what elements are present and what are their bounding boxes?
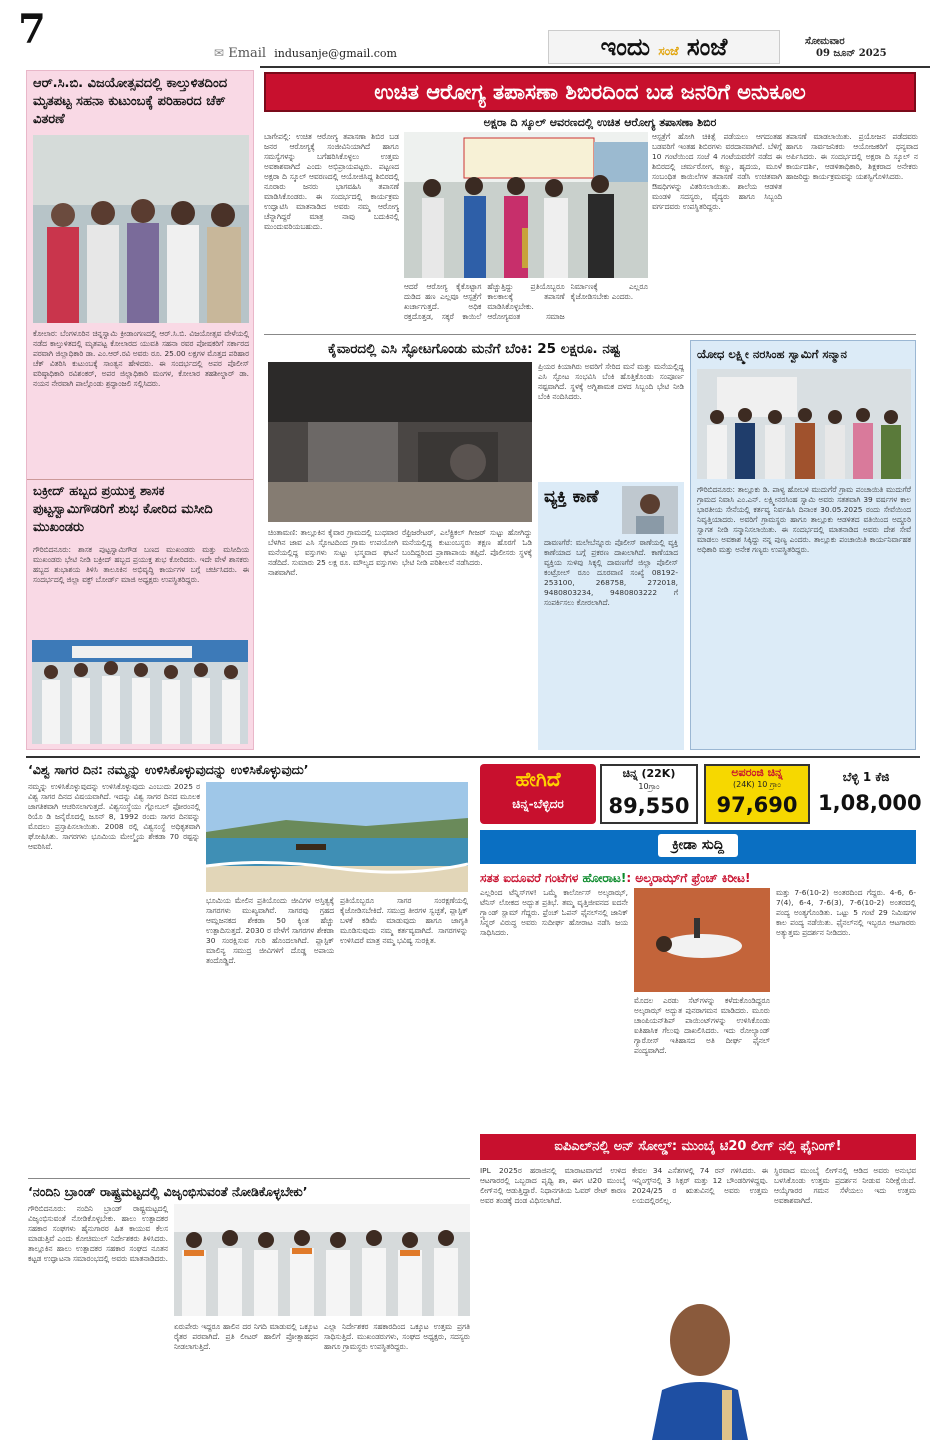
sports-story1-headline-a: ಸತತ ಐದೂವರೆ ಗಂಟೆಗಳ (480, 871, 583, 885)
story2-photo-visible (32, 640, 248, 744)
silver-price: 1,08,000 (818, 791, 922, 815)
tennis-player-image (634, 888, 770, 992)
silver-title: ಬೆಳ್ಳಿ 1 ಕೆಜಿ (842, 770, 890, 784)
missing-person-photo (622, 486, 678, 534)
sports-story2-body-mid: ಕೇವಲ 34 ಎಸೆತಗಳಲ್ಲಿ 74 ರನ್ ಗಳಿಸಿದರು. ಈ ಇನ್ನಿಂಗ್ಸ್‌ನಲ್ಲಿ 3 ಸಿಕ್ಸರ್ ಮತ್ತು 12 ಬೌಂಡರಿಗಳಿದ್ದವು. 2024/25 ರ ಋತುವಿನಲ್ಲಿ ಅವರು ಉತ್ತಮ ಲಯದಲ್ಲಿರಲಿಲ್ಲ. (632, 1166, 768, 1205)
fire-body-bottom-mid: ರೆಫ್ರಿಜರೇಟರ್, ಎಲೆಕ್ಟ್ರಿಕಲ್ ಗೀಜರ್ ಸುಟ್ಟು ಹೋಗಿದ್ದು ಮನೆಯಲ್ಲಿದ್ದ ಕುಟುಂಬಸ್ಥರು ತಕ್ಷಣ ಹೊರಗೆ ಓಡಿ ಬಂದಿದ್ದರಿಂದ ಪ್ರಾಣಾಪಾಯ ತಪ್ಪಿದೆ. ಪೊಲೀಸರು ಸ್ಥಳಕ್ಕೆ ಭೇಟಿ ನೀಡಿ ಪರಿಶೀಲನೆ ನಡೆಸಿದರು. (402, 528, 532, 567)
gold-label-bottom: ಚಿನ್ನ-ಬೆಳ್ಳಿದರ (512, 797, 564, 811)
officials-handover-image (33, 135, 249, 323)
story2-body: ಗೌರಿಬಿದನೂರು: ಶಾಸಕ ಪುಟ್ಟಸ್ವಾಮಿಗೌಡ ಬಣದ ಮುಖಂಡರು ಮತ್ತು ಮಸೀದಿಯ ಮುಖಂಡರು ಭೇಟಿ ನೀಡಿ ಬಕ್ರೀದ್ ಹಬ್ಬದ ಪ್ರಯುಕ್ತ ಶುಭ ಕೋರಿದರು. ಇದೇ ವೇಳೆ ಶಾಸಕರು ಹಬ್ಬದ ಶುಭಾಶಯ ತಿಳಿಸಿ ತಾಲೂಕಿನ ಅಭಿವೃದ್ಧಿ ಕಾರ್ಯಗಳ ಬಗ್ಗೆ ಚರ್ಚಿಸಿದರು. ಈ ಸಂದರ್ಭದಲ್ಲಿ ಜಿಲ್ಲಾ ವಕ್ಫ್ ಬೋರ್ಡ್ ಮಾಜಿ ಅಧ್ಯಕ್ಷರು ಉಪಸ್ಥಿತರಿದ್ದರು. (33, 545, 249, 584)
logo-mid-text: ಸಂಜೆ (658, 44, 679, 58)
nandini-body-mid: ಏರುಪೇರು ಇದ್ದರೂ ಹಾಲಿನ ದರ ನಿಗದಿ ಮಾಡುವಲ್ಲಿ ಒಕ್ಕೂಟ ರೈತರ ಪರವಾಗಿದೆ. ಪ್ರತಿ ಲೀಟರ್ ಹಾಲಿಗೆ ಪ್ರೋತ್ಸಾಹಧನ ನೀಡಲಾಗುತ್ತಿದೆ. (174, 1322, 318, 1351)
health-camp-image (404, 132, 648, 278)
silver-box (816, 764, 922, 824)
sports-story1-headline-b: ಹೋರಾಟ! (582, 871, 627, 885)
sports-story1-headline-c: : ಅಲ್ಕರಾಝ್‌ಗೆ ಫ್ರೆಂಚ್ ಕಿರೀಟ! (626, 871, 751, 885)
story2-headline: ಬಕ್ರೀದ್ ಹಬ್ಬದ ಪ್ರಯುಕ್ತ ಶಾಸಕ ಪುಟ್ಟಸ್ವಾಮಿಗೌಡರಿಗೆ ಶುಭ ಕೋರಿದ ಮಸೀದಿ ಮುಖಂಡರು (33, 484, 213, 535)
gold24-title: ಅಪರಂಜಿ ಚಿನ್ನ (731, 766, 783, 779)
sports-story2-banner (480, 1134, 916, 1160)
sports-story1-body-right: ಮತ್ತು 7-6(10-2) ಅಂತರದಿಂದ ಗೆದ್ದರು. 4-6, 6-7(4), 6-4, 7-6(3), 7-6(10-2) ಅಂತರದಲ್ಲಿ ಪಂದ್ಯ ಅಂತ್ಯಗೊಂಡಿತು. ಒಟ್ಟು 5 ಗಂಟೆ 29 ನಿಮಿಷಗಳ ಕಾಲ ಪಂದ್ಯ ನಡೆಯಿತು. ಫೈನಲ್‌ನಲ್ಲಿ ಇಬ್ಬರೂ ಆಟಗಾರರು ಅತ್ಯುತ್ತಮ ಪ್ರದರ್ಶನ ನೀಡಿದರು. (776, 888, 916, 937)
ocean-photo (206, 782, 468, 892)
main-body-far-right: ತಪಾಸಣೆ ಮಾಡಲಾಯಿತು. ಪ್ರಯೋಜನ ಪಡೆದವರು ಹಾಗೂ ಸಾರ್ವಜನಿಕರು ಆಯೋಜಕರಿಗೆ ಧನ್ಯವಾದ ಅರ್ಪಿಸಿದರು. ಈ ಸಂದರ್ಭದಲ್ಲಿ ಅಕ್ಷರಾ ದಿ ಸ್ಕೂಲ್ ನ ಕಾರ್ಯದರ್ಶಿ, ಆಡಳಿತಾಧಿಕಾರಿ, ಶಿಕ್ಷಕರಾದ ಅನೇಕರು ಹಾಜರಿದ್ದು ಕಾರ್ಯಕ್ರಮವನ್ನು ಯಶಸ್ವಿಗೊಳಿಸಿದರು. (786, 132, 918, 181)
sports-story1-body-left: ಎಲ್ಲರಿಂದ ಟೆನ್ನಿಸ್‌ಗಳ! ಒಮ್ಮೆ ಕಾರ್ಲೋಸ್ ಅಲ್ಕರಾಝ್, ಟೆನಿಸ್ ಲೋಕದ ಅದ್ಭುತ ಪ್ರತಿಭೆ. ತಮ್ಮ ವೃತ್ತಿಜೀವನದ ಐದನೇ ಗ್ರ್ಯಾಂಡ್ ಸ್ಲಾಮ್ ಗೆದ್ದರು. ಫ್ರೆಂಚ್ ಓಪನ್ ಫೈನಲ್‌ನಲ್ಲಿ ಜಾನಿಕ್ ಸಿನ್ನರ್ ವಿರುದ್ಧ ಅವರು ಸುದೀರ್ಘ ಹೋರಾಟ ನಡೆಸಿ ಜಯ ಸಾಧಿಸಿದರು. (480, 888, 628, 937)
gold-label-box (480, 764, 596, 824)
header-date: 09 ಜೂನ್ 2025 (816, 48, 887, 59)
nandini-photo (174, 1204, 470, 1316)
missing-person-box (538, 482, 684, 750)
logo-right-text: ಸಂಜೆ (686, 33, 728, 61)
story1-body: ಕೋಲಾರ: ಬೆಂಗಳೂರಿನ ಚಿನ್ನಸ್ವಾಮಿ ಕ್ರೀಡಾಂಗಣದಲ್ಲಿ ಆರ್.ಸಿ.ಬಿ. ವಿಜಯೋತ್ಸವ ವೇಳೆಯಲ್ಲಿ ನಡೆದ ಕಾಲ್ತುಳಿತದಲ್ಲಿ ಮೃತಪಟ್ಟ ಕೋಲಾರದ ಯುವತಿ ಸಹನಾ ರವರ ಪೋಷಕರಿಗೆ ಸರ್ಕಾರದ ಪರವಾಗಿ ಜಿಲ್ಲಾಧಿಕಾರಿ ಡಾ. ಎಂ.ಆರ್.ರವಿ ಅವರು ರೂ. 25.00 ಲಕ್ಷಗಳ ಮೊತ್ತದ ಪರಿಹಾರ ಚೆಕ್ ವಿತರಿಸಿ ಕುಟುಂಬಕ್ಕೆ ಸಾಂತ್ವನ ಹೇಳಿದರು. ಈ ಸಂದರ್ಭದಲ್ಲಿ ಅಪರ ಪೊಲೀಸ್ ವರಿಷ್ಠಾಧಿಕಾರಿ ರವಿಶಂಕರ್, ಅಪರ ಜಿಲ್ಲಾಧಿಕಾರಿ ಮಂಗಳ, ಕೋಲಾರ ತಹಶೀಲ್ದಾರ್ ಡಾ. ನಯನ ನೇರವಾಗಿ ಪಾಲ್ಗೊಂಡು ಶ್ರದ್ಧಾಂಜಲಿ ಸಲ್ಲಿಸಿದರು. (33, 329, 249, 388)
page-number: 7 (18, 6, 46, 53)
sports-story1-body-mid: ಮೊದಲ ಎರಡು ಸೆಟ್‌ಗಳನ್ನು ಕಳೆದುಕೊಂಡಿದ್ದರೂ ಅಲ್ಕರಾಝ್ ಅದ್ಭುತ ಪುನರಾಗಮನ ಮಾಡಿದರು. ಮೂರು ಚಾಂಪಿಯನ್‌ಶಿಪ್ ಪಾಯಿಂಟ್‌ಗಳನ್ನು ಉಳಿಸಿಕೊಂಡು ಐತಿಹಾಸಿಕ ಗೆಲುವು ದಾಖಲಿಸಿದರು. ಇದು ರೋಲ್ಯಾಂಡ್ ಗ್ಯಾರೋಸ್ ಇತಿಹಾಸದ ಅತಿ ದೀರ್ಘ ಫೈನಲ್ ಪಂದ್ಯವಾಗಿದೆ. (634, 996, 770, 1055)
cricketer-image (632, 1290, 768, 1440)
yodha-headline: ಯೋಧ ಲಕ್ಷ್ಮೀ ನರಸಿಂಹ ಸ್ವಾಮಿಗೆ ಸನ್ಮಾನ (697, 347, 847, 361)
sports-story1-headline (480, 870, 916, 886)
ocean-bottom-rule (28, 1178, 470, 1179)
gold22-title: ಚಿನ್ನ (22K) (622, 767, 676, 780)
yodha-body: ಗೌರಿಬಿದನೂರು: ತಾಲ್ಲೂಕು ಡಿ. ಪಾಳ್ಯ ಹೋಬಳಿ ಮುದುಗೆರೆ ಗ್ರಾಮ ಪಂಚಾಯಿತಿ ಮುದುಗೆರೆ ಗ್ರಾಮದ ನಿವಾಸಿ ಎಂ.ಎನ್. ಲಕ್ಷ್ಮೀನರಸಿಂಹ ಸ್ವಾಮಿ ಅವರು ಸತತವಾಗಿ 39 ವರ್ಷಗಳ ಕಾಲ ಭಾರತೀಯ ಸೇನೆಯಲ್ಲಿ ಕರ್ತವ್ಯ ನಿರ್ವಹಿಸಿ ದಿನಾಂಕ 30.05.2025 ರಂದು ಸೇವೆಯಿಂದ ನಿವೃತ್ತಿಯಾದರು. ಅವರಿಗೆ ಗ್ರಾಮಸ್ಥರು ಹಾಗೂ ತಾಲ್ಲೂಕು ಆಡಳಿತದ ವತಿಯಿಂದ ಅದ್ದೂರಿ ಸ್ವಾಗತ ನೀಡಿ ಸನ್ಮಾನಿಸಲಾಯಿತು. ಈ ಸಂದರ್ಭದಲ್ಲಿ ಮಾತನಾಡಿದ ಅವರು ದೇಶ ಸೇವೆ ಮಾಡಲು ಅವಕಾಶ ಸಿಕ್ಕಿದ್ದು ನನ್ನ ಪುಣ್ಯ ಎಂದರು. ತಾಲ್ಲೂಕು ಪಂಚಾಯಿತಿ ಕಾರ್ಯನಿರ್ವಾಹಕ ಅಧಿಕಾರಿ ಮತ್ತು ಅನೇಕ ಗಣ್ಯರು ಉಪಸ್ಥಿತರಿದ್ದರು. (697, 485, 911, 554)
ocean-headline: ‘ವಿಶ್ವ ಸಾಗರ ದಿನ: ನಮ್ಮನ್ನು ಉಳಿಸಿಕೊಳ್ಳುವುದನ್ನು ಉಳಿಸಿಕೊಳ್ಳುವುದು’ (28, 762, 309, 777)
fire-photo (268, 362, 532, 522)
main-body-right: ಆಸ್ಪತ್ರೆಗೆ ಹೋಗಿ ಚಿಕಿತ್ಸೆ ಪಡೆಯಲು ಆಗದಂತಹ ಬಡವರಿಗೆ ಇಂತಹ ಶಿಬಿರಗಳು ವರದಾನವಾಗಿವೆ. ಬೆಳಿಗ್ಗೆ 10 ಗಂಟೆಯಿಂದ ಸಂಜೆ 4 ಗಂಟೆಯವರೆಗೆ ನಡೆದ ಈ ಶಿಬಿರದಲ್ಲಿ ಚರ್ಮರೋಗ, ಕಣ್ಣು, ಹೃದಯ, ಮೂಳೆ ಸಂಬಂಧಿತ ಕಾಯಿಲೆಗಳ ತಪಾಸಣೆ ನಡೆಸಿ ಉಚಿತವಾಗಿ ಔಷಧಿಗಳನ್ನು ವಿತರಿಸಲಾಯಿತು. ಶಾಲೆಯ ಆಡಳಿತ ಮಂಡಳಿ ಸದಸ್ಯರು, ವೈದ್ಯರು ಹಾಗೂ ಸಿಬ್ಬಂದಿ ವರ್ಗದವರು ಉಪಸ್ಥಿತರಿದ್ದರು. (652, 132, 782, 211)
email-label: Email (228, 46, 267, 61)
burnt-room-image (268, 362, 532, 522)
story1-headline: ಆರ್.ಸಿ.ಬಿ. ವಿಜಯೋತ್ಸವದಲ್ಲಿ ಕಾಲ್ತುಳಿತದಿಂದ ಮೃತಪಟ್ಟ ಸಹನಾ ಕುಟುಂಬಕ್ಕೆ ಪರಿಹಾರದ ಚೆಕ್ ವಿತರಣೆ (33, 76, 228, 127)
missing-person-portrait (622, 486, 678, 534)
main-photo (404, 132, 648, 278)
fire-body-right: ಪ್ರಿಯರ ಕಿಯಾಗಿರು ಅವರಿಗೆ ಸೇರಿದ ಮನೆ ಮತ್ತು ಮನೆಯಲ್ಲಿದ್ದ ಎಸಿ ಸ್ಫೋಟ ಸಂಭವಿಸಿ ಬೆಂಕಿ ಹೊತ್ತಿಕೊಂಡು ಸಂಪೂರ್ಣ ನಷ್ಟವಾಗಿದೆ. ಸ್ಥಳಕ್ಕೆ ಅಗ್ನಿಶಾಮಕ ದಳದ ಸಿಬ್ಬಂದಿ ಭೇಟಿ ನೀಡಿ ಬೆಂಕಿ ನಂದಿಸಿದರು. (538, 362, 684, 401)
nandini-body-left: ಗೌರಿಬಿದನೂರು: ನಂದಿನಿ ಬ್ರಾಂಡ್ ರಾಷ್ಟ್ರಮಟ್ಟದಲ್ಲಿ ವಿಜೃಂಭಿಸುವಂತೆ ನೋಡಿಕೊಳ್ಳಬೇಕು. ಹಾಲು ಉತ್ಪಾದಕರ ಸಹಕಾರ ಸಂಘಗಳು ಹೈನುಗಾರರ ಹಿತ ಕಾಯುವ ಕೆಲಸ ಮಾಡುತ್ತಿವೆ ಎಂದು ಕೋಚಿಮುಲ್ ನಿರ್ದೇಶಕರು ತಿಳಿಸಿದರು. ತಾಲ್ಲೂಕಿನ ಹಾಲು ಉತ್ಪಾದಕರ ಸಹಕಾರ ಸಂಘದ ನೂತನ ಕಟ್ಟಡ ಉದ್ಘಾಟನಾ ಸಮಾರಂಭದಲ್ಲಿ ಅವರು ಮಾತನಾಡಿದರು. (28, 1204, 168, 1263)
fire-body-bottom-left: ಚಿಂತಾಮಣಿ: ತಾಲ್ಲೂಕಿನ ಕೈವಾರ ಗ್ರಾಮದಲ್ಲಿ ಬುಧವಾರ ಬೆಳಗಿನ ಜಾವ ಎಸಿ ಸ್ಫೋಟದಿಂದ ಗ್ರಾಮ ಉಪಯೋಗಿ ಮನೆಯಲ್ಲಿದ್ದ ವಸ್ತುಗಳು ಸುಟ್ಟು ಭಸ್ಮವಾದ ಘಟನೆ ನಡೆದಿದೆ. ಸುಮಾರು 25 ಲಕ್ಷ ರೂ. ಮೌಲ್ಯದ ವಸ್ತುಗಳು ನಾಶವಾಗಿವೆ. (268, 528, 398, 577)
sports-story2-body-left: IPL 2025ರ ಹರಾಜಿನಲ್ಲಿ ಮಾರಾಟವಾಗದೆ ಉಳಿದ ಆಟಗಾರರಲ್ಲಿ ಒಬ್ಬರಾದ ಪೃಥ್ವಿ ಶಾ, ಈಗ ಟಿ20 ಮುಂಬೈ ಲೀಗ್‌ನಲ್ಲಿ ಆಡುತ್ತಿದ್ದಾರೆ. ನಿಧಾನಗತಿಯ ಓವರ್ ರೇಟ್ ಕಾರಣ ಅವರ ತಂಡಕ್ಕೆ ದಂಡ ವಿಧಿಸಲಾಗಿದೆ. (480, 1166, 626, 1205)
main-headline-banner (264, 72, 916, 112)
main-headline: ಉಚಿತ ಆರೋಗ್ಯ ತಪಾಸಣಾ ಶಿಬಿರದಿಂದ ಬಡ ಜನರಿಗೆ ಅನುಕೂಲ (374, 80, 806, 104)
main-body-left: ಬಾಗೇಪಲ್ಲಿ: ಉಚಿತ ಆರೋಗ್ಯ ತಪಾಸಣಾ ಶಿಬಿರ ಬಡ ಜನರ ಆರೋಗ್ಯಕ್ಕೆ ಸಂಜೀವಿನಿಯಾಗಿದೆ ಹಾಗೂ ಸಮಸ್ಯೆಗಳನ್ನು ಬಗೆಹರಿಸಿಕೊಳ್ಳಲು ಉತ್ತಮ ಅವಕಾಶವಾಗಿದೆ ಎಂದು ಅಭಿಪ್ರಾಯಪಟ್ಟರು. ಪಟ್ಟಣದ ಅಕ್ಷರಾ ದಿ ಸ್ಕೂಲ್ ಆವರಣದಲ್ಲಿ ಆಯೋಜಿಸಿದ್ದ ಶಿಬಿರದಲ್ಲಿ ನೂರಾರು ಜನರು ಭಾಗವಹಿಸಿ ತಪಾಸಣೆ ಮಾಡಿಸಿಕೊಂಡರು. ಈ ಸಂದರ್ಭದಲ್ಲಿ ಕಾರ್ಯಕ್ರಮ ಉದ್ಘಾಟಿಸಿ ಮಾತನಾಡಿದ ಅವರು ನಮ್ಮ ಆರೋಗ್ಯ ಚೆನ್ನಾಗಿದ್ದರೆ ಮಾತ್ರ ನಾವು ಬದುಕಿನಲ್ಲಿ ಮುಂದುವರಿಯಬಹುದು. (264, 132, 399, 231)
ocean-body-mid: ಭೂಮಿಯ ಮೇಲಿನ ಪ್ರತಿಯೊಂದು ಜೀವಿಗಳ ಅಸ್ತಿತ್ವಕ್ಕೆ ಸಾಗರಗಳು ಮುಖ್ಯವಾಗಿವೆ. ಸಾಗರವು ಗ್ರಹದ ಆಮ್ಲಜನಕದ ಶೇಕಡಾ 50 ಕ್ಕಿಂತ ಹೆಚ್ಚು ಉತ್ಪಾದಿಸುತ್ತದೆ. 2030 ರ ವೇಳೆಗೆ ಸಾಗರಗಳ ಶೇಕಡಾ 30 ಸಂರಕ್ಷಿಸುವ ಗುರಿ ಹೊಂದಲಾಗಿದೆ. ಪ್ಲಾಸ್ಟಿಕ್ ಮಾಲಿನ್ಯ ಸಮುದ್ರ ಜೀವಿಗಳಿಗೆ ದೊಡ್ಡ ಅಪಾಯ ತಂದೊಡ್ಡಿದೆ. (206, 896, 334, 965)
gold24-price: 97,690 (716, 793, 798, 817)
prithvi-photo (632, 1290, 768, 1440)
mosque-leaders-image (32, 640, 248, 744)
email-icon: ✉ (214, 46, 225, 60)
beach-image (206, 782, 468, 892)
missing-headline: ವ್ಯಕ್ತಿ ಕಾಣೆ (544, 487, 599, 507)
sports-title: ಕ್ರೀಡಾ ಸುದ್ದಿ (658, 834, 738, 857)
story1-photo (33, 135, 249, 323)
fire-headline: ಕೈವಾರದಲ್ಲಿ ಎಸಿ ಸ್ಫೋಟಗೊಂಡು ಮನೆಗೆ ಬೆಂಕಿ: 25 ಲಕ್ಷರೂ. ನಷ್ಟ (327, 341, 621, 357)
soldier-honour-image (697, 369, 911, 479)
left-divider (27, 479, 253, 480)
main-body-mid: ಆದರೆ ಆರೋಗ್ಯ ಕೈಕೊಟ್ಟಾಗ ದುಡಿದ ಹಣ ಎಲ್ಲವೂ ಆಸ್ಪತ್ರೆಗೆ ಖರ್ಚಾಗುತ್ತದೆ. ಅಧಿಕ ರಕ್ತದೊತ್ತಡ, ಸಕ್ಕರೆ ಕಾಯಿಲೆ ಹೆಚ್ಚುತ್ತಿದ್ದು ಪ್ರತಿಯೊಬ್ಬರೂ ಕಾಲಕಾಲಕ್ಕೆ ತಪಾಸಣೆ ಮಾಡಿಸಿಕೊಳ್ಳಬೇಕು. ಆರೋಗ್ಯವಂತ ಸಮಾಜ ನಿರ್ಮಾಣಕ್ಕೆ ಎಲ್ಲರೂ ಕೈಜೋಡಿಸಬೇಕು ಎಂದರು. (404, 282, 648, 321)
main-bottom-rule (264, 334, 916, 335)
gold24-unit: (24K) 10 ಗ್ರಾಂ (733, 780, 781, 789)
yodha-box (690, 340, 916, 750)
sports-story2-headline: ಐಪಿಎಲ್‌ನಲ್ಲಿ ಅನ್ ಸೋಲ್ಡ್: ಮುಂಬೈ ಟಿ20 ಲೀಗ್ ನಲ್ಲಿ ಫೈನಿಂಗ್! (554, 1139, 842, 1154)
sports-banner (480, 830, 916, 864)
nandini-body-right: ಎಲ್ಲಾ ನಿರ್ದೇಶಕರ ಸಹಕಾರದಿಂದ ಒಕ್ಕೂಟ ಉತ್ತಮ ಪ್ರಗತಿ ಸಾಧಿಸುತ್ತಿದೆ. ಮುಖಂಡರುಗಳು, ಸಂಘದ ಅಧ್ಯಕ್ಷರು, ಸದಸ್ಯರು ಹಾಗೂ ಗ್ರಾಮಸ್ಥರು ಉಪಸ್ಥಿತರಿದ್ದರು. (324, 1322, 470, 1351)
missing-body: ದಾವಣಗೆರೆ: ಮಲೇಬೆನ್ನೂರು ಪೊಲೀಸ್ ಠಾಣೆಯಲ್ಲಿ ವ್ಯಕ್ತಿ ಕಾಣೆಯಾದ ಬಗ್ಗೆ ಪ್ರಕರಣ ದಾಖಲಾಗಿದೆ. ಕಾಣೆಯಾದ ವ್ಯಕ್ತಿಯ ಸುಳಿವು ಸಿಕ್ಕಲ್ಲಿ ದಾವಣಗೆರೆ ಜಿಲ್ಲಾ ಪೊಲೀಸ್ ಕಂಟ್ರೋಲ್ ರೂಂ ದೂರವಾಣಿ ಸಂಖ್ಯೆ 08192-253100, 268758, 272018, 9480803234, 9480803222 ಗೆ ಸಂಪರ್ಕಿಸಲು ಕೋರಲಾಗಿದೆ. (544, 538, 678, 607)
gold24-box (704, 764, 810, 824)
header-rule (260, 66, 930, 68)
ocean-body-left: ನಮ್ಮನ್ನು ಉಳಿಸಿಕೊಳ್ಳುವುದನ್ನು ಉಳಿಸಿಕೊಳ್ಳುವುದು ಎಂಬುದು 2025 ರ ವಿಶ್ವ ಸಾಗರ ದಿನದ ವಿಷಯವಾಗಿದೆ. ಇದನ್ನು ವಿಶ್ವ ಸಾಗರ ದಿನದ ಮೂಲಕ ಜಾಗತಿಕವಾಗಿ ಆಚರಿಸಲಾಗುತ್ತದೆ. ವಿಶ್ವಸಂಸ್ಥೆಯು ಗ್ಲೋಬಲ್ ಫೋರಂನಲ್ಲಿ ರಿಯೊ ಡಿ ಜನೈರೊದಲ್ಲಿ ಜೂನ್ 8, 1992 ರಂದು ಸಾಗರ ದಿನವನ್ನು ಮೊದಲು ಪ್ರಸ್ತಾಪಿಸಲಾಯಿತು. 2008 ರಲ್ಲಿ ವಿಶ್ವಸಂಸ್ಥೆ ಅಧಿಕೃತವಾಗಿ ಘೋಷಿಸಿತು. ಸಾಗರಗಳು ಭೂಮಿಯ ಮೇಲ್ಮೈಯ ಶೇಕಡಾ 70 ರಷ್ಟನ್ನು ಆವರಿಸಿವೆ. (28, 782, 200, 851)
gold22-unit: 10ಗ್ರಾಂ (638, 782, 660, 791)
ocean-body-right: ಪ್ರತಿಯೊಬ್ಬರೂ ಸಾಗರ ಸಂರಕ್ಷಣೆಯಲ್ಲಿ ಕೈಜೋಡಿಸಬೇಕಿದೆ. ಸಮುದ್ರ ತೀರಗಳ ಸ್ವಚ್ಛತೆ, ಪ್ಲಾಸ್ಟಿಕ್ ಬಳಕೆ ಕಡಿಮೆ ಮಾಡುವುದು ಹಾಗೂ ಜಾಗೃತಿ ಮೂಡಿಸುವುದು ನಮ್ಮ ಕರ್ತವ್ಯವಾಗಿದೆ. ಸಾಗರಗಳನ್ನು ಉಳಿಸಿದರೆ ಮಾತ್ರ ನಮ್ಮ ಭವಿಷ್ಯ ಸುರಕ್ಷಿತ. (340, 896, 468, 945)
main-subheadline: ಅಕ್ಷರಾ ದಿ ಸ್ಕೂಲ್ ಆವರಣದಲ್ಲಿ ಉಚಿತ ಆರೋಗ್ಯ ತಪಾಸಣಾ ಶಿಬಿರ (483, 116, 717, 129)
middle-rule (26, 756, 920, 758)
milk-union-event-image (174, 1204, 470, 1316)
header-day: ಸೋಮವಾರ (805, 36, 845, 47)
alcaraz-photo (634, 888, 770, 992)
yodha-photo (697, 369, 911, 479)
gold-label-top: ಹೇಗಿದೆ (515, 767, 561, 791)
gold22-price: 89,550 (608, 794, 690, 818)
email-address[interactable]: indusanje@gmail.com (274, 47, 397, 60)
logo-left-text: ಇಂದು (600, 33, 650, 61)
email-block (214, 46, 397, 61)
gold22-box (600, 764, 698, 824)
nandini-headline: ‘ನಂದಿನಿ ಬ್ರಾಂಡ್ ರಾಷ್ಟ್ರಮಟ್ಟದಲ್ಲಿ ವಿಜೃಂಭಿಸುವಂತೆ ನೋಡಿಕೊಳ್ಳಬೇಕು’ (28, 1184, 308, 1199)
sports-story2-body-right: ಸ್ಥಿರವಾದ ಮುಂಬೈ ಲೀಗ್‌ನಲ್ಲಿ ಆಡಿದ ಅವರು ಅನುಭವ ಬಳಸಿಕೊಂಡು ಉತ್ತಮ ಪ್ರದರ್ಶನ ನೀಡುವ ನಿರೀಕ್ಷೆಯಿದೆ. ಆಯ್ಕೆಗಾರರ ಗಮನ ಸೆಳೆಯಲು ಇದು ಉತ್ತಮ ಅವಕಾಶವಾಗಿದೆ. (774, 1166, 916, 1205)
masthead-logo (548, 30, 780, 64)
